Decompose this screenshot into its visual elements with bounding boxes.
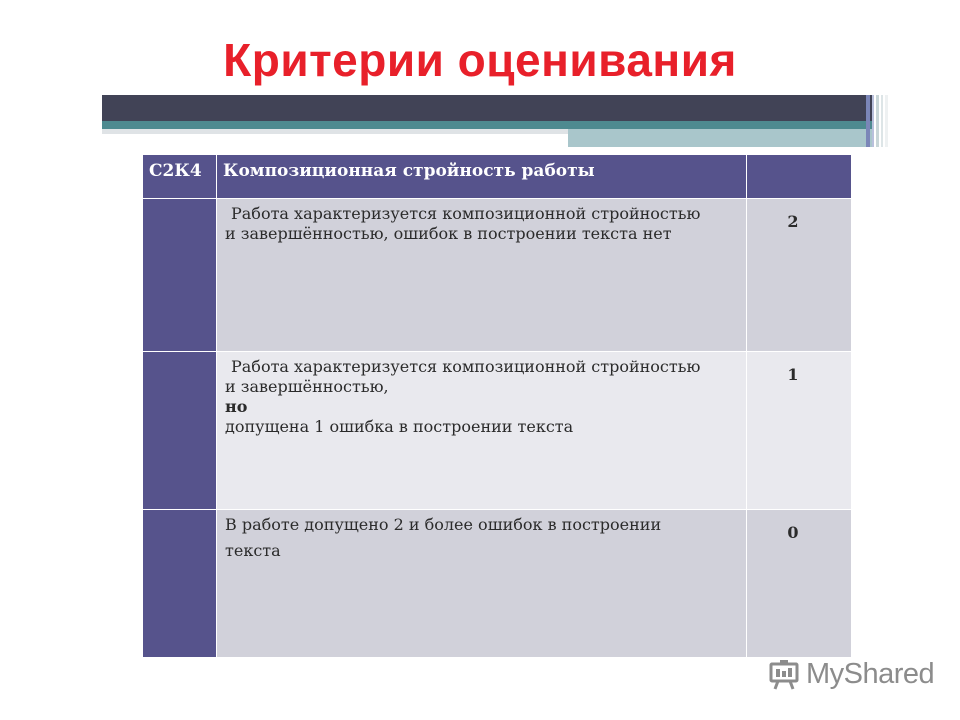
header-criterion: Композиционная стройность работы [217,155,747,199]
myshared-watermark [768,655,938,695]
table-header-row [143,155,852,199]
decorative-band-dark [102,95,872,121]
score-cell [747,510,852,658]
row-marker-cell [143,352,217,510]
table-row [143,510,852,658]
presentation-board-icon [768,659,800,691]
score-cell [747,199,852,352]
row-marker-cell [143,199,217,352]
criterion-description [217,199,747,352]
decorative-band-light [102,129,568,134]
score-value: 2 [787,212,799,231]
description-line: и завершённостью, ошибок в построении текста нет [225,224,672,243]
decorative-stripes [864,95,892,147]
row-marker-cell [143,510,217,658]
description-line: Работа характеризуется композиционной стройностью [231,204,701,223]
description-line: текста [225,541,281,560]
table-row [143,352,852,510]
score-value: 0 [787,523,799,542]
watermark-text: MyShared [806,658,935,690]
slide-title: Критерии оценивания [223,34,737,86]
table-row [143,199,852,352]
description-line-emphasis: но [225,397,248,416]
description-line: допущена 1 ошибка в построении текста [225,417,574,436]
score-cell [747,352,852,510]
criteria-table [142,154,852,658]
decorative-band-teal [102,121,872,129]
header-code: С2К4 [143,155,217,199]
description-line: и завершённостью, [225,377,389,396]
criterion-description [217,510,747,658]
criterion-description [217,352,747,510]
description-line: Работа характеризуется композиционной стройностью [231,357,701,376]
score-value: 1 [787,365,799,384]
decorative-band-light-right [568,129,872,147]
header-score [747,155,852,199]
description-line: В работе допущено 2 и более ошибок в построении [225,515,662,534]
